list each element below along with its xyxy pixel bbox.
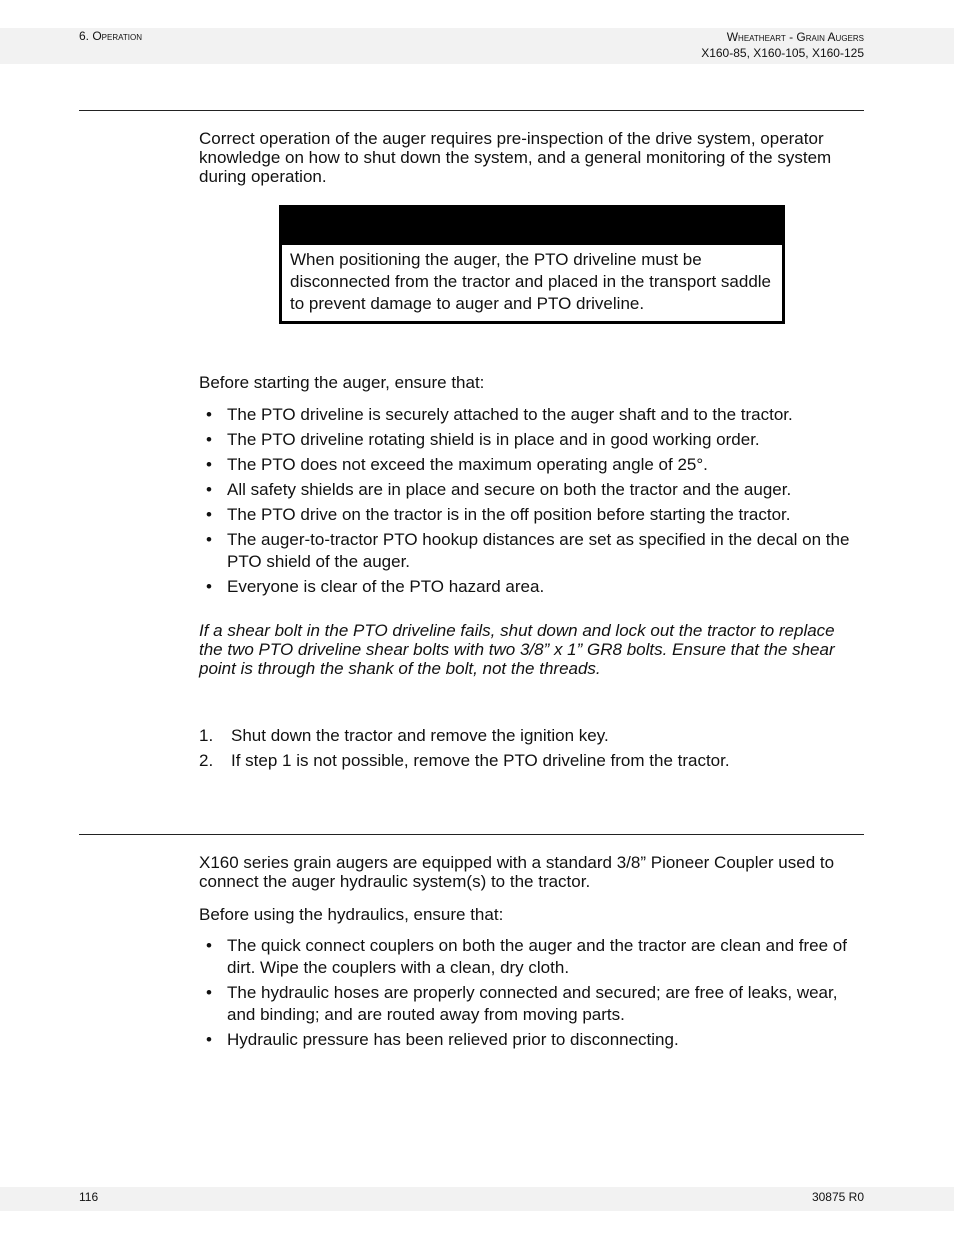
- list-item: 2. If step 1 is not possible, remove the PTO driveline from the tractor.: [199, 751, 730, 770]
- list-item: • The quick connect couplers on both the auger and the tractor are clean and free of dirt. Wipe the couplers with a clean, dry cloth.: [206, 936, 847, 977]
- list-item: • The auger-to-tractor PTO hookup distances are set as specified in the decal on the PTO shield of the auger.: [206, 530, 850, 571]
- document-number: 30875 R0: [811, 1190, 864, 1204]
- section-rule-hydraulics: [79, 834, 864, 835]
- list-item: • The hydraulic hoses are properly connected and secured; are free of leaks, wear, and binding; and are routed away from moving parts.: [206, 983, 838, 1024]
- notice-box: [279, 205, 785, 324]
- header-section: 6. Operation: [79, 29, 142, 43]
- section-rule-top: [79, 110, 864, 111]
- header-right: [701, 29, 864, 61]
- notice-message: When positioning the auger, the PTO driveline must be disconnected from the tractor and placed in the transport saddle to prevent damage to auger and PTO driveline.: [290, 250, 772, 313]
- list-item: • The PTO does not exceed the maximum operating angle of 25°.: [206, 455, 708, 474]
- pto-check-lead: Before starting the auger, ensure that:: [199, 373, 485, 392]
- page-number: 116: [79, 1190, 99, 1204]
- list-item: 1. Shut down the tractor and remove the ignition key.: [199, 726, 609, 745]
- notice-header-bar: [282, 208, 782, 245]
- hydraulics-intro: X160 series grain augers are equipped with a standard 3/8” Pioneer Coupler used to connect the auger hydraulic system(s) to the tractor.: [199, 853, 835, 891]
- header-brand: Wheatheart - Grain Augers: [726, 30, 864, 44]
- list-item: • The PTO driveline is securely attached to the auger shaft and to the tractor.: [206, 405, 793, 424]
- list-item: • Hydraulic pressure has been relieved prior to disconnecting.: [206, 1030, 679, 1049]
- pto-check-list: [199, 404, 864, 601]
- hydraulics-check-list: [199, 935, 864, 1054]
- list-item: • The PTO driveline rotating shield is in place and in good working order.: [206, 430, 760, 449]
- header-models: X160-85, X160-105, X160-125: [701, 46, 864, 60]
- intro-paragraph: Correct operation of the auger requires pre-inspection of the drive system, operator knowledge on how to shut down the system, and a general monitoring of the system during operation.: [199, 129, 832, 186]
- footer-band: [0, 1187, 954, 1211]
- list-item: • Everyone is clear of the PTO hazard area.: [206, 577, 545, 596]
- shear-bolt-note: If a shear bolt in the PTO driveline fails, shut down and lock out the tractor to replace the two PTO driveline shear bolts with two 3/8” x 1” GR8 bolts. Ensure that the shear point is through the shank of the bolt, not the threads.: [199, 621, 835, 678]
- list-item: • The PTO drive on the tractor is in the off position before starting the tractor.: [206, 505, 791, 524]
- list-item: • All safety shields are in place and secure on both the tractor and the auger.: [206, 480, 792, 499]
- shutdown-steps: [199, 725, 859, 775]
- hydraulics-lead: Before using the hydraulics, ensure that:: [199, 905, 504, 924]
